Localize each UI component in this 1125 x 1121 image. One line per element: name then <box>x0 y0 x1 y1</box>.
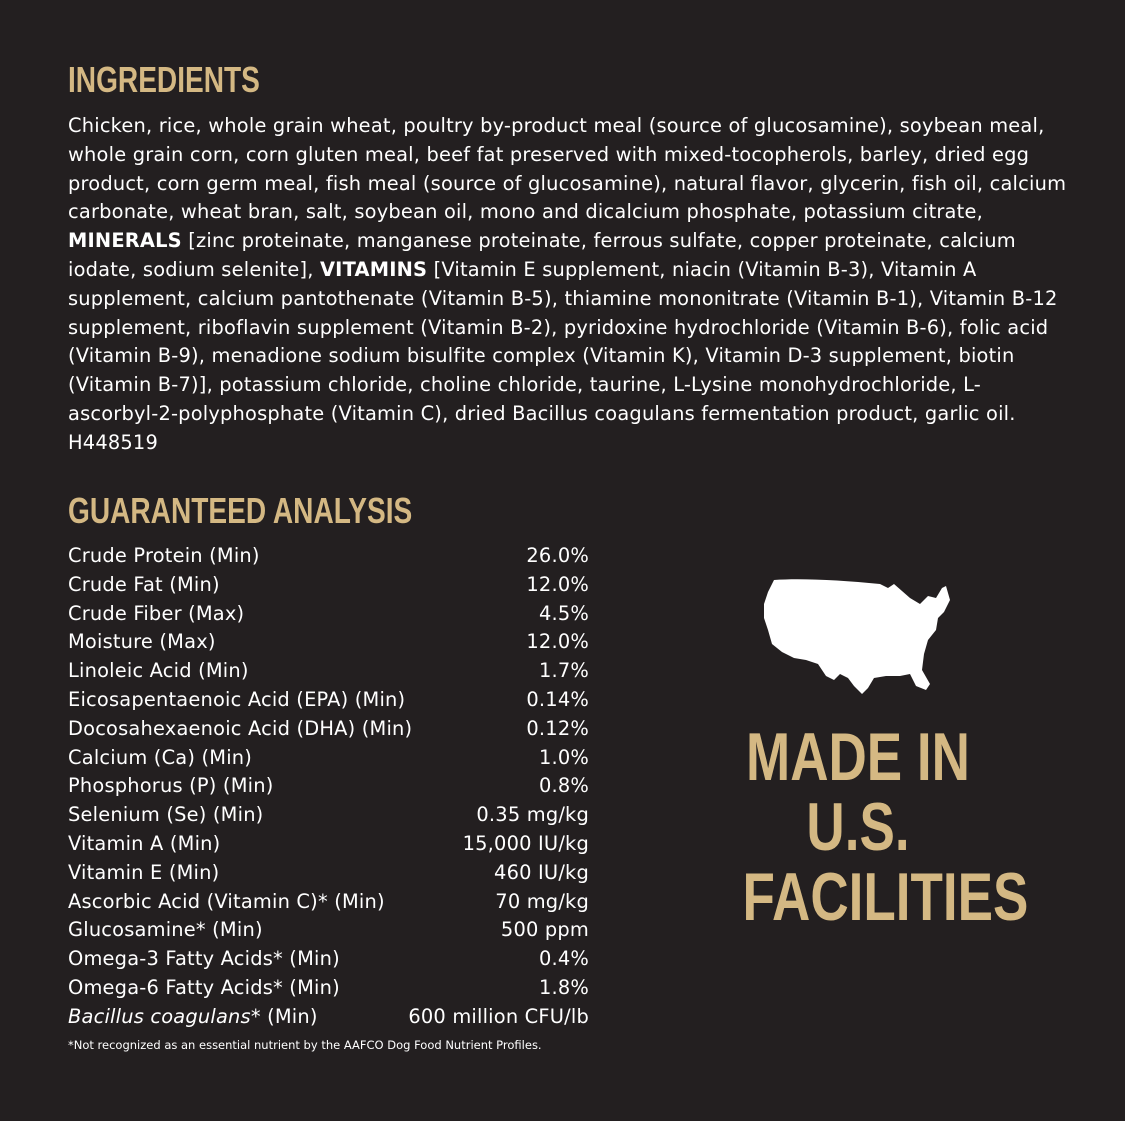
analysis-value: 0.14% <box>526 687 589 711</box>
analysis-label: Glucosamine* (Min) <box>68 918 263 942</box>
analysis-label-rest: * (Min) <box>250 1004 318 1028</box>
ingredients-part-3: [Vitamin E supplement, niacin (Vitamin B-3), Vitamin A supplement, calcium pantothenate (Vitamin B-5), thiamine mononitrate (Vitamin B-1), Vitamin B-12 supplement, riboflavin supplement (Vitamin B-2), pyridoxine hydrochloride (Vitamin B-6), folic acid (Vitamin B-9), menadione sodium bisulfite complex (Vitamin K), Vitamin D-3 supplement, biotin (Vitamin B-7)], potassium chloride, choline chloride, taurine, L-Lysine monohydrochloride, L-ascorbyl-2-polyphosphate (Vitamin C), dried Bacillus coagulans fermentation product, garlic oil. H448519 <box>68 257 1058 454</box>
analysis-value: 70 mg/kg <box>495 889 589 913</box>
ingredients-part-1: Chicken, rice, whole grain wheat, poultry by-product meal (source of glucosamine), soybean meal, whole grain corn, corn gluten meal, beef fat preserved with mixed-tocopherols, barley, dried egg product, corn germ meal, fish meal (source of glucosamine), natural flavor, glycerin, fish oil, calcium carbonate, wheat bran, salt, soybean oil, mono and dicalcium phosphate, potassium citrate, <box>68 114 1067 224</box>
analysis-row <box>68 974 589 1003</box>
analysis-label: Omega-3 Fatty Acids* (Min) <box>68 947 340 971</box>
made-in-us-badge <box>710 719 1029 935</box>
ingredients-text <box>68 112 1068 458</box>
vitamins-label: VITAMINS <box>319 257 428 281</box>
analysis-value: 460 IU/kg <box>494 860 589 884</box>
analysis-value: 12.0% <box>526 630 589 654</box>
minerals-label: MINERALS <box>68 229 182 253</box>
analysis-value: 0.8% <box>538 774 589 798</box>
analysis-label: Selenium (Se) (Min) <box>68 803 264 827</box>
analysis-value: 1.7% <box>538 659 589 683</box>
guaranteed-analysis-heading: GUARANTEED ANALYSIS <box>68 490 413 531</box>
analysis-value: 1.8% <box>538 975 589 999</box>
analysis-row <box>68 859 589 888</box>
analysis-row <box>68 686 589 715</box>
footnote: *Not recognized as an essential nutrient by the AAFCO Dog Food Nutrient Profiles. <box>68 1038 542 1052</box>
analysis-row <box>68 772 589 801</box>
analysis-value: 0.12% <box>526 716 589 740</box>
analysis-table <box>68 542 589 1032</box>
analysis-label: Ascorbic Acid (Vitamin C)* (Min) <box>68 889 385 913</box>
analysis-row <box>68 715 589 744</box>
analysis-row <box>68 571 589 600</box>
analysis-label: Omega-6 Fatty Acids* (Min) <box>68 975 340 999</box>
analysis-label: Phosphorus (P) (Min) <box>68 774 274 798</box>
ingredients-heading: INGREDIENTS <box>68 59 260 100</box>
analysis-row <box>68 600 589 629</box>
analysis-label: Vitamin A (Min) <box>68 831 221 855</box>
analysis-label <box>68 1003 318 1032</box>
analysis-row <box>68 945 589 974</box>
analysis-value: 0.4% <box>538 947 589 971</box>
badge-line-3: FACILITIES <box>742 859 1029 935</box>
analysis-value: 4.5% <box>538 601 589 625</box>
analysis-label: Eicosapentaenoic Acid (EPA) (Min) <box>68 687 406 711</box>
analysis-value: 600 million CFU/lb <box>408 1004 589 1028</box>
badge-line-2: U.S. <box>806 789 910 865</box>
analysis-value: 12.0% <box>526 572 589 596</box>
usa-map-icon <box>760 574 955 699</box>
analysis-row <box>68 542 589 571</box>
analysis-label: Moisture (Max) <box>68 630 216 654</box>
analysis-label: Linoleic Acid (Min) <box>68 659 249 683</box>
analysis-label-italic: Bacillus coagulans <box>68 1004 251 1028</box>
ingredients-part-2: [zinc proteinate, manganese proteinate, ferrous sulfate, copper proteinate, calcium iodate, sodium selenite], <box>68 229 1016 281</box>
analysis-value: 0.35 mg/kg <box>476 803 589 827</box>
analysis-value: 26.0% <box>526 544 589 567</box>
analysis-value: 500 ppm <box>500 918 589 942</box>
analysis-label: Docosahexaenoic Acid (DHA) (Min) <box>68 716 413 740</box>
analysis-row <box>68 888 589 917</box>
analysis-row <box>68 830 589 859</box>
analysis-label: Crude Fiber (Max) <box>68 601 245 625</box>
analysis-label: Crude Protein (Min) <box>68 544 260 567</box>
analysis-row <box>68 1003 589 1032</box>
analysis-row <box>68 744 589 773</box>
analysis-label: Vitamin E (Min) <box>68 860 220 884</box>
analysis-row <box>68 916 589 945</box>
analysis-row <box>68 801 589 830</box>
analysis-label: Calcium (Ca) (Min) <box>68 745 253 769</box>
analysis-value: 1.0% <box>538 745 589 769</box>
badge-line-1: MADE IN <box>746 719 970 795</box>
analysis-value: 15,000 IU/kg <box>462 831 589 855</box>
analysis-row <box>68 657 589 686</box>
analysis-label: Crude Fat (Min) <box>68 572 220 596</box>
analysis-row <box>68 628 589 657</box>
